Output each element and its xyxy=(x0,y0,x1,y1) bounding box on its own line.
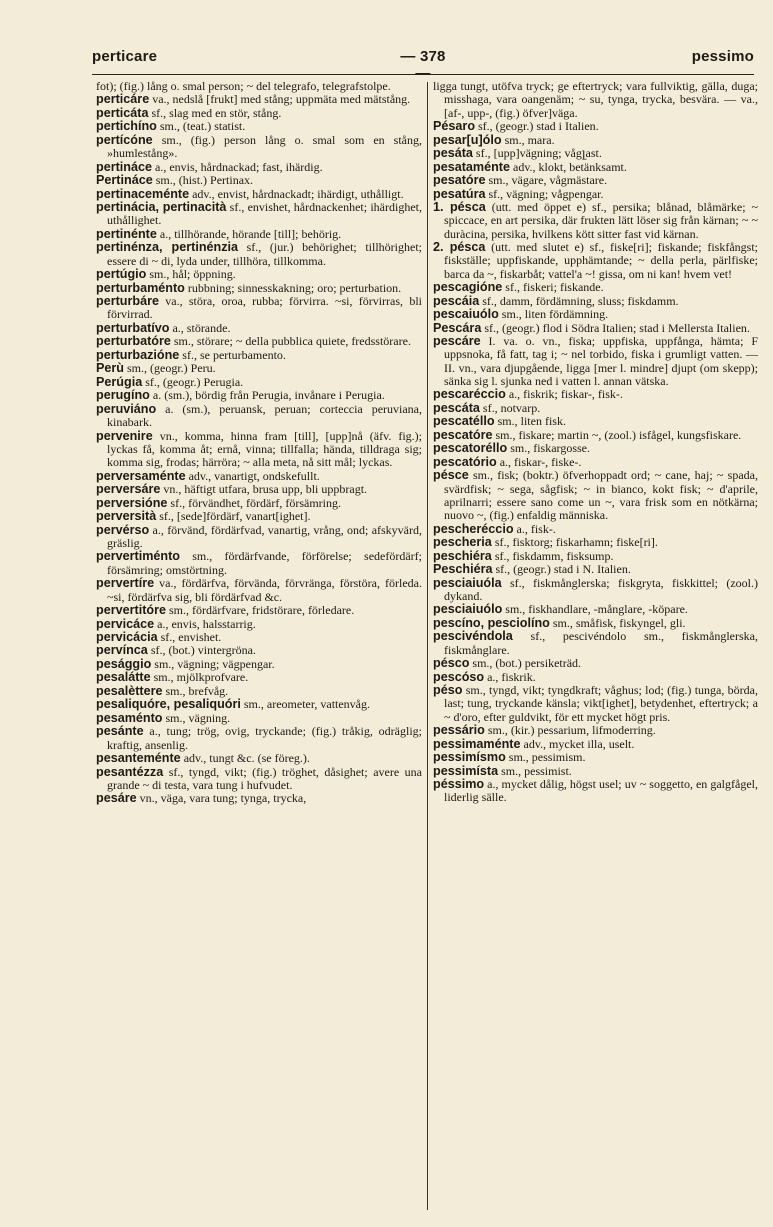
entry-headword: pervínca xyxy=(96,643,148,658)
dictionary-entry xyxy=(96,792,422,805)
entry-headword: perversaménte xyxy=(96,468,186,483)
entry-definition: vn., väga, vara tung; tynga, trycka, xyxy=(139,791,307,806)
entry-definition: a. (sm.), peruansk, peruan; corteccia peruviana, kinabark. xyxy=(107,401,422,430)
entry-definition: sf., (jur.) behörighet; tillhörighet; essere di ~ di, lyda under, tillhöra, tillkomma. xyxy=(107,240,422,268)
entry-headword: perversità xyxy=(96,509,157,524)
entry-headword: pertícóne xyxy=(96,132,153,147)
dictionary-entry xyxy=(433,603,758,616)
dictionary-entry xyxy=(96,631,422,644)
entry-definition: sm., tyngd, vikt; tyngdkraft; våghus; lod; (fig.) tunga, börda, last; tung, tryckande känsla; vikt[ighet], betydenhet, eftertryck; a ~ d'oro, efter guldvikt, för ett mycket högt pris. xyxy=(444,683,758,724)
entry-definition: sm., vägare, vågmästare. xyxy=(488,173,608,188)
entry-headword: pervertitóre xyxy=(96,603,166,618)
entry-definition: sf., fiskmånglerska; fiskgryta, fiskkittel; (zool.) dykand. xyxy=(444,575,758,603)
entry-definition: va., fördärfva, förvända, förvränga, förstöra, förleda. ~si, fördärfva sig, bli fördärfvad &c. xyxy=(107,576,423,604)
dictionary-entry xyxy=(96,671,422,684)
dictionary-entry xyxy=(433,671,758,684)
entry-definition: a., tung; trög, ovig, tryckande; (fig.) tråkig, odräglig; kraftig, ansenlig. xyxy=(107,724,423,752)
entry-headword: pescatéllo xyxy=(433,414,495,429)
entry-definition: a., tillhörande, hörande [till]; behörig. xyxy=(159,226,342,241)
dictionary-entry xyxy=(96,577,422,604)
entry-definition: sm., vägning. xyxy=(165,710,231,725)
entry-headword: pescáre xyxy=(433,334,481,349)
entry-definition: sf., (geogr.) flod i Södra Italien; stad i Mellersta Italien. xyxy=(484,320,750,335)
dictionary-entry xyxy=(433,536,758,549)
entry-headword: 1. pésca xyxy=(433,199,486,214)
entry-definition: sf., [sede]fördärf, vanart[ighet]. xyxy=(159,509,311,524)
entry-headword: perturbáre xyxy=(96,294,159,309)
dictionary-entry xyxy=(433,765,758,778)
dictionary-entry xyxy=(433,415,758,428)
entry-headword: pesar[u]ólo xyxy=(433,132,502,147)
entry-definition: sm., (geogr.) Peru. xyxy=(127,361,216,376)
dictionary-entry xyxy=(433,751,758,764)
entry-definition: sf., fiskdamm, fisksump. xyxy=(494,548,614,563)
dictionary-entry xyxy=(433,550,758,563)
entry-definition: sm., fördärfvare, fridstörare, förledare. xyxy=(169,603,355,618)
entry-definition: sm., mara. xyxy=(504,132,555,147)
entry-headword: pesciaiuólo xyxy=(433,602,503,617)
entry-headword: pescheréccio xyxy=(433,521,514,536)
entry-headword: Peschiéra xyxy=(433,562,493,577)
entry-headword: pescatório xyxy=(433,454,497,469)
dictionary-entry xyxy=(96,80,422,93)
entry-headword: perturbatóre xyxy=(96,334,171,349)
dictionary-entry xyxy=(433,335,758,388)
dictionary-entry xyxy=(433,684,758,724)
dictionary-entry xyxy=(433,147,758,160)
right-column xyxy=(433,80,758,805)
entry-definition: a., mycket dålig, högst usel; uv ~ soggetto, en galgfågel, liderlig sälle. xyxy=(444,777,758,805)
entry-headword: pessimísta xyxy=(433,763,499,778)
entry-headword: pescáia xyxy=(433,293,480,308)
entry-definition: adv., mycket illa, uselt. xyxy=(523,736,635,751)
entry-headword: pescatoréllo xyxy=(433,441,508,456)
dictionary-entry xyxy=(96,685,422,698)
entry-headword: pesáta xyxy=(433,146,473,161)
entry-definition: fot); (fig.) lång o. smal person; ~ del telegrafo, telegrafstolpe. xyxy=(96,79,391,93)
entry-headword: peruviáno xyxy=(96,401,157,416)
entry-definition: sf., envishet. xyxy=(160,629,222,644)
entry-definition: I. va. o. vn., fiska; uppfiska, uppfånga, hämta; F uppsnoka, få fatt, tag i; ~ nel torbido, fiska i grumligt vatten. — II. vn., vara djupgående, ligga [mer l. mindre] djupt (om skepp); sänka sig l. sjunka ned i vatten l. annan vätska. xyxy=(444,334,758,388)
entry-headword: perversióne xyxy=(96,495,168,510)
entry-headword: pescaréccio xyxy=(433,387,506,402)
entry-definition: sf., slag med en stör, stång. xyxy=(151,105,282,120)
dictionary-entry xyxy=(433,201,758,241)
entry-headword: pesalátte xyxy=(96,670,151,685)
dictionary-entry xyxy=(96,161,422,174)
dictionary-entry xyxy=(96,725,422,752)
dictionary-entry xyxy=(96,644,422,657)
dictionary-entry xyxy=(96,403,422,430)
entry-headword: pessimaménte xyxy=(433,736,521,751)
entry-definition: sm., (bot.) persiketräd. xyxy=(472,656,582,671)
entry-headword: pesanteménte xyxy=(96,751,181,766)
entry-headword: pervicácia xyxy=(96,629,158,644)
entry-headword: pertinácia, pertinacità xyxy=(96,200,227,215)
dictionary-entry xyxy=(433,402,758,415)
entry-headword: 2. pésca xyxy=(433,240,486,255)
entry-headword: perversáre xyxy=(96,482,161,497)
entry-headword: péso xyxy=(433,683,463,698)
entry-headword: Pescára xyxy=(433,320,482,335)
entry-definition: (utt. med öppet e) sf., persika; blånad, blåmärke; ~ spiccace, en art persika, där frukten lätt löser sig från kärnan; ~ ~ duràcina, persika, hvilkens kött sitter fast vid kärnan. xyxy=(444,199,759,241)
entry-headword: pesággio xyxy=(96,656,152,671)
entry-definition: sm., fisk; (boktr.) öfverhoppadt ord; ~ cane, haj; ~ spada, svärdfisk; ~ sega, sågfisk; ~ in bianco, kokt fisk; ~ d'aprile, aprilnarri; essere sano come un ~, vara frisk som en nötkärna; nuovo ~, (fig.) enfaldig människa. xyxy=(444,468,759,523)
entry-headword: pervérso xyxy=(96,522,150,537)
entry-headword: pertichíno xyxy=(96,119,157,134)
dictionary-entry xyxy=(96,766,422,793)
entry-headword: pertinaceménte xyxy=(96,186,190,201)
entry-definition: sf., (geogr.) Perugia. xyxy=(145,374,244,389)
entry-headword: pertinénte xyxy=(96,226,157,241)
entry-definition: sf., envishet, hårdnackenhet; ihärdighet, uthållighet. xyxy=(107,200,422,228)
entry-definition: sm., vägning; vägpengar. xyxy=(154,656,275,671)
dictionary-entry xyxy=(96,335,422,348)
dictionary-entry xyxy=(96,752,422,765)
entry-headword: perticáta xyxy=(96,105,149,120)
entry-headword: pessimísmo xyxy=(433,750,506,765)
entry-definition: adv., tungt &c. (se föreg.). xyxy=(183,751,310,766)
entry-headword: pescaiuólo xyxy=(433,307,499,322)
dictionary-entry xyxy=(433,188,758,201)
dictionary-entry xyxy=(433,456,758,469)
entry-headword: pescáta xyxy=(433,400,480,415)
entry-headword: pésco xyxy=(433,656,470,671)
entry-headword: perturbaménto xyxy=(96,280,185,295)
dictionary-entry xyxy=(96,712,422,725)
entry-definition: sf., notvarp. xyxy=(482,400,541,415)
entry-definition: sm., liten fördämning. xyxy=(501,307,609,322)
entry-headword: pertinénza, pertinénzia xyxy=(96,240,239,255)
entry-headword: pesánte xyxy=(96,724,144,739)
entry-headword: pésce xyxy=(433,468,469,483)
entry-definition: sf., tyngd, vikt; (fig.) tröghet, dåsighet; avere una grande ~ di testa, vara tung i hufvudet. xyxy=(107,764,422,792)
entry-definition: sm., brefvåg. xyxy=(165,683,229,698)
entry-definition: a., fiskar-, fiske-. xyxy=(499,454,582,469)
dictionary-entry xyxy=(433,161,758,174)
entry-headword: pescivéndola xyxy=(433,629,513,644)
entry-definition: sm., pessimism. xyxy=(508,750,586,765)
entry-headword: peschiéra xyxy=(433,548,492,563)
entry-definition: sf., (geogr.) stad i Italien. xyxy=(478,119,599,134)
dictionary-entry xyxy=(96,430,422,470)
entry-definition: sm., fördärfvande, förförelse; sedefördärf; försämring; omstörtning. xyxy=(107,549,422,577)
entry-definition: sm., fiskhandlare, -månglare, -köpare. xyxy=(505,602,688,617)
entry-definition: sm., (kir.) pessarium, lifmoderring. xyxy=(487,723,656,738)
dictionary-entry xyxy=(433,174,758,187)
dictionary-entry xyxy=(433,442,758,455)
entry-headword: perturbatívo xyxy=(96,320,170,335)
dictionary-entry xyxy=(433,469,758,522)
dictionary-entry xyxy=(96,510,422,523)
dictionary-entry xyxy=(96,322,422,335)
entry-definition: sm., hål; öppning. xyxy=(149,267,236,282)
dictionary-entry xyxy=(96,470,422,483)
entry-definition: sm., areometer, vattenvåg. xyxy=(243,697,371,712)
entry-headword: pescíno, pesciolíno xyxy=(433,615,550,630)
dictionary-entry xyxy=(96,618,422,631)
dictionary-entry xyxy=(433,281,758,294)
entry-definition: ligga tungt, utöfva tryck; ge eftertryck; vara fullviktig, gälla, duga; misshaga, vara oangenäm; ~ su, tynga, trycka, besvära. — va., [af-, upp-, (fig.) öfver]väga. xyxy=(433,79,758,120)
entry-definition: sm., småfisk, fiskyngel, gli. xyxy=(552,615,686,630)
entry-headword: Perúgia xyxy=(96,374,143,389)
entry-headword: pesaliquóre, pesaliquóri xyxy=(96,697,241,712)
entry-headword: pesatóre xyxy=(433,173,486,188)
dictionary-entry xyxy=(96,174,422,187)
dictionary-entry xyxy=(96,282,422,295)
entry-headword: pesaménto xyxy=(96,710,163,725)
dictionary-entry xyxy=(96,188,422,201)
entry-headword: pesatúra xyxy=(433,186,486,201)
entry-headword: pessário xyxy=(433,723,485,738)
dictionary-entry xyxy=(96,376,422,389)
dictionary-entry xyxy=(96,362,422,375)
dictionary-entry xyxy=(96,268,422,281)
dictionary-entry xyxy=(433,523,758,536)
entry-headword: perticáre xyxy=(96,92,150,107)
entry-definition: sf., vägning; vågpengar. xyxy=(488,186,604,201)
dictionary-entry xyxy=(433,429,758,442)
dictionary-entry xyxy=(96,93,422,106)
entry-headword: pesataménte xyxy=(433,159,510,174)
entry-headword: pesantézza xyxy=(96,764,164,779)
page-header xyxy=(92,44,754,82)
entry-headword: perugíno xyxy=(96,388,150,403)
page-number: — 378 — xyxy=(400,48,446,82)
entry-definition: vn., komma, hinna fram [till], [upp]nå (äfv. fig.); lyckas få, komma åt; ernå, vinna; tillfalla; hända, tilldraga sig; komma sig, frodas; härröra; ~ alla meta, nå sitt mål; lyckas. xyxy=(107,428,423,470)
entry-definition: (utt. med slutet e) sf., fiske[ri]; fiskande; fiskfångst; fiskställe; uppfiskande, upphämtande; ~ della perla, pärlfiske; barca da ~, fiskarbåt; vattel'a ~! gissa, om ni kan! hvem vet! xyxy=(444,240,758,281)
entry-definition: a., envis, halsstarrig. xyxy=(157,616,256,631)
entry-definition: sf., pescivéndolo sm., fiskmånglerska, fiskmånglare. xyxy=(444,629,758,657)
dictionary-entry xyxy=(96,497,422,510)
dictionary-entry xyxy=(96,658,422,671)
entry-definition: va., nedslå [frukt] med stång; uppmäta med mätstång. xyxy=(152,92,411,107)
entry-headword: Pertináce xyxy=(96,173,153,188)
dictionary-entry xyxy=(96,120,422,133)
entry-definition: sf., (geogr.) stad i N. Italien. xyxy=(495,562,631,577)
entry-definition: a., störande. xyxy=(172,320,231,335)
entry-definition: a., fiskrik. xyxy=(487,669,536,684)
dictionary-entry xyxy=(433,657,758,670)
dictionary-entry xyxy=(96,349,422,362)
entry-headword: pervicáce xyxy=(96,616,155,631)
dictionary-entry xyxy=(433,630,758,657)
entry-definition: a., förvänd, fördärfvad, vanartig, vrång, ond; afskyvärd, gräslig. xyxy=(107,522,423,550)
entry-headword: pescheria xyxy=(433,535,492,550)
entry-definition: sm., pessimist. xyxy=(501,763,572,778)
dictionary-entry xyxy=(96,295,422,322)
dictionary-entry xyxy=(433,295,758,308)
dictionary-entry xyxy=(433,724,758,737)
dictionary-entry xyxy=(96,550,422,577)
column-divider xyxy=(427,82,428,1210)
dictionary-entry xyxy=(96,241,422,268)
dictionary-entry xyxy=(96,201,422,228)
entry-headword: perturbazióne xyxy=(96,347,180,362)
dictionary-entry xyxy=(433,617,758,630)
dictionary-entry xyxy=(96,524,422,551)
entry-headword: pescatóre xyxy=(433,427,493,442)
dictionary-entry xyxy=(96,107,422,120)
header-first-word: perticare xyxy=(92,48,158,65)
entry-headword: pertúgio xyxy=(96,267,147,282)
entry-definition: sf., [upp]vägning; vågլast. xyxy=(475,146,602,161)
dictionary-entry xyxy=(433,388,758,401)
dictionary-entry xyxy=(433,322,758,335)
dictionary-entry xyxy=(96,389,422,402)
left-column xyxy=(96,80,422,806)
entry-definition: sm., (teat.) statist. xyxy=(159,119,246,134)
entry-headword: pesciaiuóla xyxy=(433,575,502,590)
entry-definition: sf., fiskeri; fiskande. xyxy=(505,280,604,295)
header-last-word: pessimo xyxy=(691,48,754,65)
entry-headword: pescóso xyxy=(433,669,485,684)
dictionary-entry xyxy=(433,120,758,133)
entry-definition: a., fiskrik; fiskar-, fisk-. xyxy=(508,387,623,402)
dictionary-entry xyxy=(96,604,422,617)
entry-definition: sf., se perturbamento. xyxy=(182,347,286,362)
entry-headword: pesalèttere xyxy=(96,683,163,698)
entry-headword: pescagióne xyxy=(433,280,503,295)
entry-definition: adv., envist, hårdnackadt; ihärdigt, uthålligt. xyxy=(192,186,404,201)
entry-definition: adv., klokt, betänksamt. xyxy=(513,159,627,174)
dictionary-entry xyxy=(433,308,758,321)
entry-definition: sm., (hist.) Pertinax. xyxy=(155,173,254,188)
dictionary-entry xyxy=(433,738,758,751)
dictionary-entry xyxy=(433,778,758,805)
entry-definition: a. (sm.), bördig från Perugia, invånare i Perugia. xyxy=(152,388,385,403)
entry-definition: sf., damm, fördämning, sluss; fiskdamm. xyxy=(482,293,679,308)
entry-definition: sf., förvändhet, fördärf, försämring. xyxy=(170,495,342,510)
entry-definition: rubbning; sinnesskakning; oro; perturbation. xyxy=(187,280,402,295)
entry-headword: pertináce xyxy=(96,159,152,174)
entry-headword: pervertiménto xyxy=(96,549,180,564)
entry-headword: pervertíre xyxy=(96,576,155,591)
entry-definition: adv., vanartigt, ondskefullt. xyxy=(188,468,320,483)
entry-headword: Pésaro xyxy=(433,119,476,134)
entry-definition: sf., fisktorg; fiskarhamn; fiske[ri]. xyxy=(494,535,658,550)
dictionary-entry xyxy=(96,134,422,161)
entry-definition: sm., mjölkprofvare. xyxy=(153,670,249,685)
entry-definition: sm., liten fisk. xyxy=(497,414,566,429)
entry-definition: a., envis, hårdnackad; fast, ihärdig. xyxy=(155,159,323,174)
entry-definition: sm., fiskare; martin ~, (zool.) isfågel, kungsfiskare. xyxy=(495,427,742,442)
dictionary-entry xyxy=(433,80,758,120)
dictionary-entry xyxy=(433,563,758,576)
entry-definition: sm., (fig.) person lång o. smal som en stång, »humlestång». xyxy=(107,132,422,161)
entry-definition: vn., häftigt utfara, brusa upp, bli uppbragt. xyxy=(163,482,368,497)
dictionary-entry xyxy=(433,241,758,281)
dictionary-entry xyxy=(96,228,422,241)
dictionary-entry xyxy=(96,483,422,496)
entry-definition: sm., fiskargosse. xyxy=(510,441,590,456)
entry-headword: pesáre xyxy=(96,791,137,806)
entry-headword: Perù xyxy=(96,361,124,376)
entry-definition: a., fisk-. xyxy=(516,521,556,536)
entry-headword: pervenire xyxy=(96,428,153,443)
entry-definition: sm., störare; ~ della pubblica quiete, fredsstörare. xyxy=(173,334,411,349)
dictionary-entry xyxy=(433,577,758,604)
dictionary-entry xyxy=(96,698,422,711)
entry-headword: péssimo xyxy=(433,777,485,792)
entry-definition: va., störa, oroa, rubba; förvirra. ~si, förvirras, bli förvirrad. xyxy=(107,294,422,322)
entry-definition: sf., (bot.) vintergröna. xyxy=(150,643,256,658)
dictionary-entry xyxy=(433,134,758,147)
